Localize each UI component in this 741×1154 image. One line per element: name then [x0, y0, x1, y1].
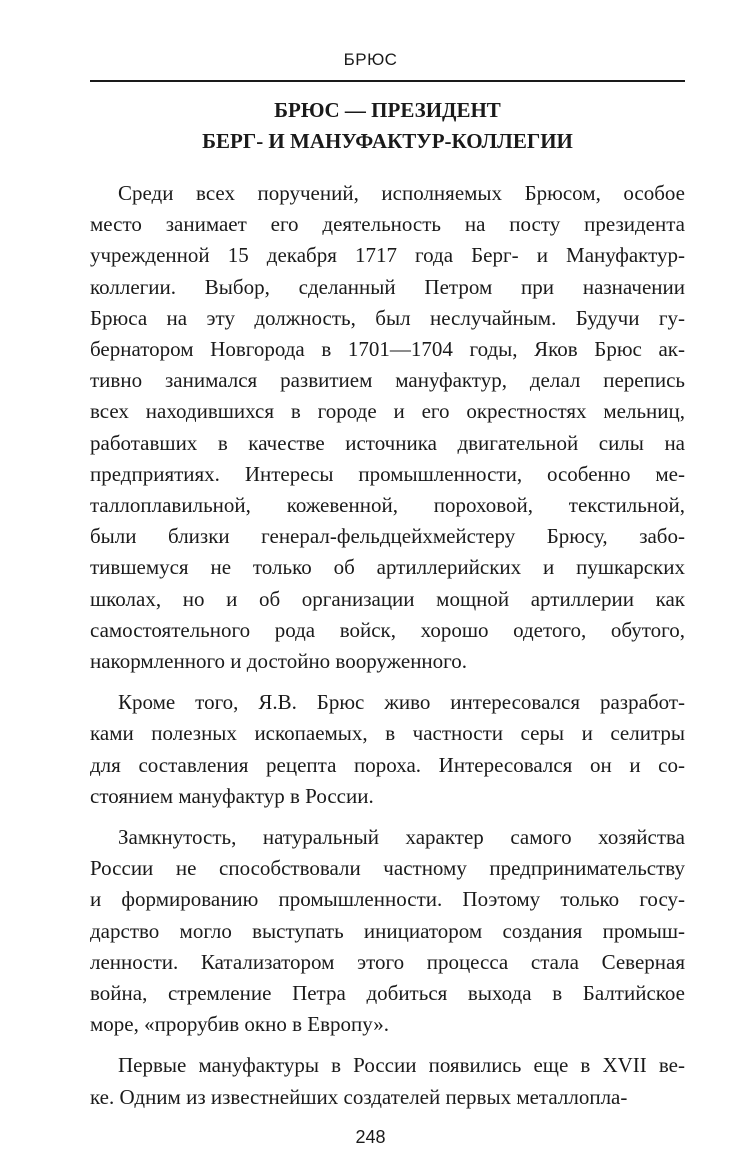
text-line: работавших в качестве источника двигательной силы на	[90, 430, 685, 455]
text-line: море, «прорубив окно в Европу».	[90, 1012, 389, 1037]
text-line: таллоплавильной, кожевенной, пороховой, текстильной,	[90, 493, 685, 517]
page-number: 248	[355, 1127, 386, 1147]
text-line: были близки генерал-фельдцейхмейстеру Брюсу, забо-	[90, 524, 685, 549]
text-line: коллегии. Выбор, сделанный Петром при назначении	[90, 274, 685, 299]
text-line: для составления рецепта пороха. Интересовался он и со-	[90, 752, 685, 777]
text-line: ками полезных ископаемых, в частности серы и селитры	[90, 721, 685, 746]
text-line: война, стремление Петра добиться выхода в Балтийское	[90, 981, 685, 1005]
text-line: место занимает его деятельность на посту президента	[90, 212, 685, 237]
header-rule	[90, 80, 685, 82]
text-line: и формированию промышленности. Поэтому только госу-	[90, 887, 685, 912]
text-line: накормленного и достойно вооруженного.	[90, 649, 468, 673]
text-line: ленности. Катализатором этого процесса стала Северная	[90, 949, 685, 974]
text-line: Первые мануфактуры в России появились еще в XVII ве-	[118, 1053, 685, 1078]
text-line: ке. Одним из известнейших создателей первых металлопла-	[90, 1084, 628, 1109]
text-line: предприятиях. Интересы промышленности, особенно ме-	[90, 461, 685, 486]
text-line: школах, но и об организации мощной артиллерии как	[90, 586, 685, 611]
text-line: дарство могло выступать инициатором создания промыш-	[90, 918, 685, 943]
text-line: тивно занимался развитием мануфактур, делал перепись	[90, 368, 685, 393]
text-line: бернатором Новгорода в 1701—1704 годы, Яков Брюс ак-	[90, 337, 685, 361]
running-head: БРЮС	[343, 50, 398, 69]
text-line: всех находившихся в городе и его окрестностях мельниц,	[90, 399, 685, 424]
text-line: тившемуся не только об артиллерийских и пушкарских	[90, 555, 685, 580]
text-line: Брюса на эту должность, был неслучайным. Будучи гу-	[90, 305, 685, 330]
text-line: самостоятельного рода войск, хорошо одетого, обутого,	[90, 617, 685, 642]
chapter-title-line: БРЮС — ПРЕЗИДЕНТ	[274, 98, 501, 122]
text-line: учрежденной 15 декабря 1717 года Берг- и Мануфактур-	[90, 243, 685, 268]
chapter-title-line: БЕРГ- И МАНУФАКТУР-КОЛЛЕГИИ	[202, 129, 573, 153]
text-line: Кроме того, Я.В. Брюс живо интересовался разработ-	[118, 690, 685, 715]
text-line: Среди всех поручений, исполняемых Брюсом, особое	[118, 181, 685, 205]
text-line: стоянием мануфактур в России.	[90, 783, 374, 808]
chapter-title	[90, 95, 685, 157]
text-line: Замкнутость, натуральный характер самого хозяйства	[118, 825, 685, 849]
text-line: России не способствовали частному предпринимательству	[90, 856, 685, 881]
